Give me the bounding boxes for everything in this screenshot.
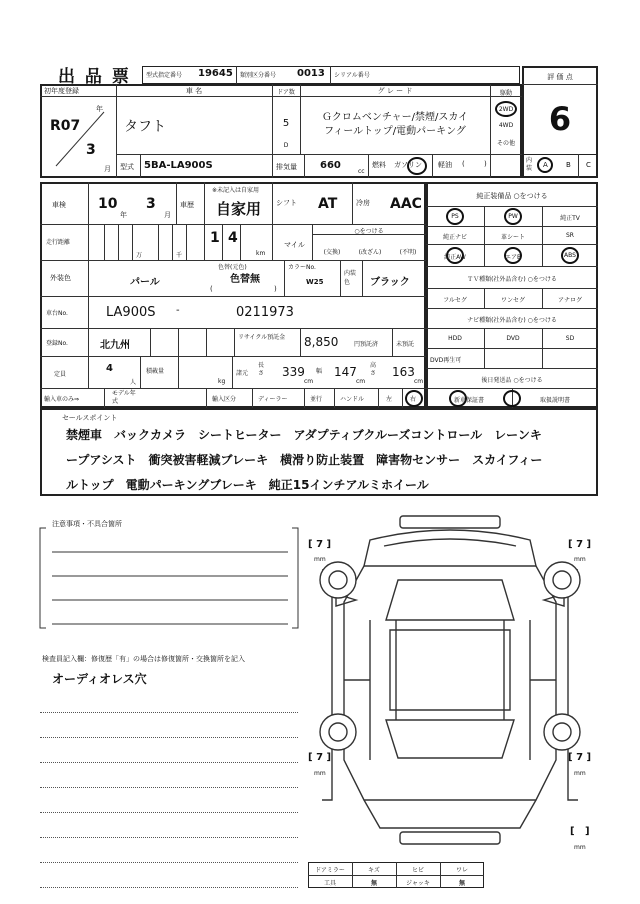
tread-front-right: [ 7 ]	[568, 539, 592, 550]
form-title: 出 品 票	[58, 67, 131, 87]
score-label: 評 価 点	[547, 73, 573, 81]
aw-circle	[446, 247, 464, 264]
drive-2wd: 2WD	[498, 106, 514, 113]
handle-right: 右	[410, 396, 417, 403]
width: 147	[334, 365, 357, 379]
warranty-circle	[449, 390, 467, 407]
mileage-digit-1: 1	[210, 230, 220, 246]
serial-label: シリアル番号	[334, 72, 370, 79]
shift: AT	[318, 196, 338, 212]
ac: AAC	[390, 196, 422, 212]
first-reg-label: 初年度登録	[44, 87, 79, 95]
fuel-circle	[407, 157, 427, 175]
recycle-fee: 8,850	[304, 335, 339, 349]
chassis-no: 0211973	[236, 305, 294, 320]
sales-line-1: 禁煙車 バックカメラ シートヒーター アダプティブクルーズコントロール レーンキ	[66, 428, 542, 442]
fuel-gasoline: ガソリン	[394, 161, 422, 169]
length: 339	[282, 365, 305, 379]
history: 自家用	[216, 200, 262, 218]
doors-label: ドア数	[277, 89, 295, 96]
abs-circle	[561, 247, 579, 264]
airbag-circle	[504, 247, 522, 264]
chassis-model: LA900S	[106, 305, 156, 320]
car-name-label: 車 名	[185, 87, 203, 95]
score-value: 6	[548, 100, 572, 138]
int-color: ブラック	[370, 277, 410, 288]
ps-circle	[446, 208, 464, 225]
model-no: 19645	[198, 68, 233, 79]
caution-bracket	[38, 522, 300, 634]
inspection-month: 3	[146, 196, 156, 212]
class-no: 0013	[297, 68, 325, 79]
reg-year: R07	[50, 118, 81, 134]
model-type: 5BA-LA900S	[144, 160, 213, 171]
car-name: タフト	[124, 119, 166, 135]
model-no-label: 型式指定番号	[146, 72, 183, 79]
sales-line-2: ープアシスト 衝突被害軽減ブレーキ 横滑り防止装置 障害物センサー スカイフィー	[66, 453, 543, 467]
grade-line1: Ｇクロムベンチャー/禁煙/スカイ	[321, 112, 469, 123]
displacement: 660	[320, 160, 341, 171]
handle-right-circle	[405, 390, 423, 407]
reg-no: 北九州	[100, 340, 130, 351]
capacity: 4	[106, 363, 113, 374]
reg-month: 3	[86, 142, 96, 158]
interior-a-circle	[537, 157, 553, 173]
drive-2wd-circle	[495, 101, 517, 117]
mileage-digit-2: 4	[228, 230, 238, 246]
manual-circle	[503, 390, 521, 407]
class-no-label: 類別区分番号	[240, 72, 277, 79]
color: パール	[130, 277, 160, 288]
tread-front-left: [ 7 ]	[308, 539, 332, 550]
inspection-year: 10	[98, 196, 118, 212]
height: 163	[392, 365, 415, 379]
sales-line-3: ルトップ 電動パーキングブレーキ 純正15インチアルミホイール	[66, 478, 429, 492]
tread-rear-left: [ 7 ]	[308, 752, 332, 763]
color-no: W25	[306, 278, 324, 286]
grade-label: グ レ ー ド	[377, 87, 413, 95]
color-change: 色替無	[230, 274, 260, 285]
car-damage-diagram	[300, 510, 600, 862]
spare-tire-tread: [ ]	[570, 826, 590, 837]
tread-rear-right: [ 7 ]	[568, 752, 592, 763]
inspector-note: オーディオレス穴	[52, 672, 147, 686]
doors: 5	[282, 118, 290, 129]
grade-line2: フィールトップ/電動パーキング	[324, 126, 466, 137]
reg-slash	[50, 108, 110, 170]
pw-circle	[504, 208, 522, 225]
